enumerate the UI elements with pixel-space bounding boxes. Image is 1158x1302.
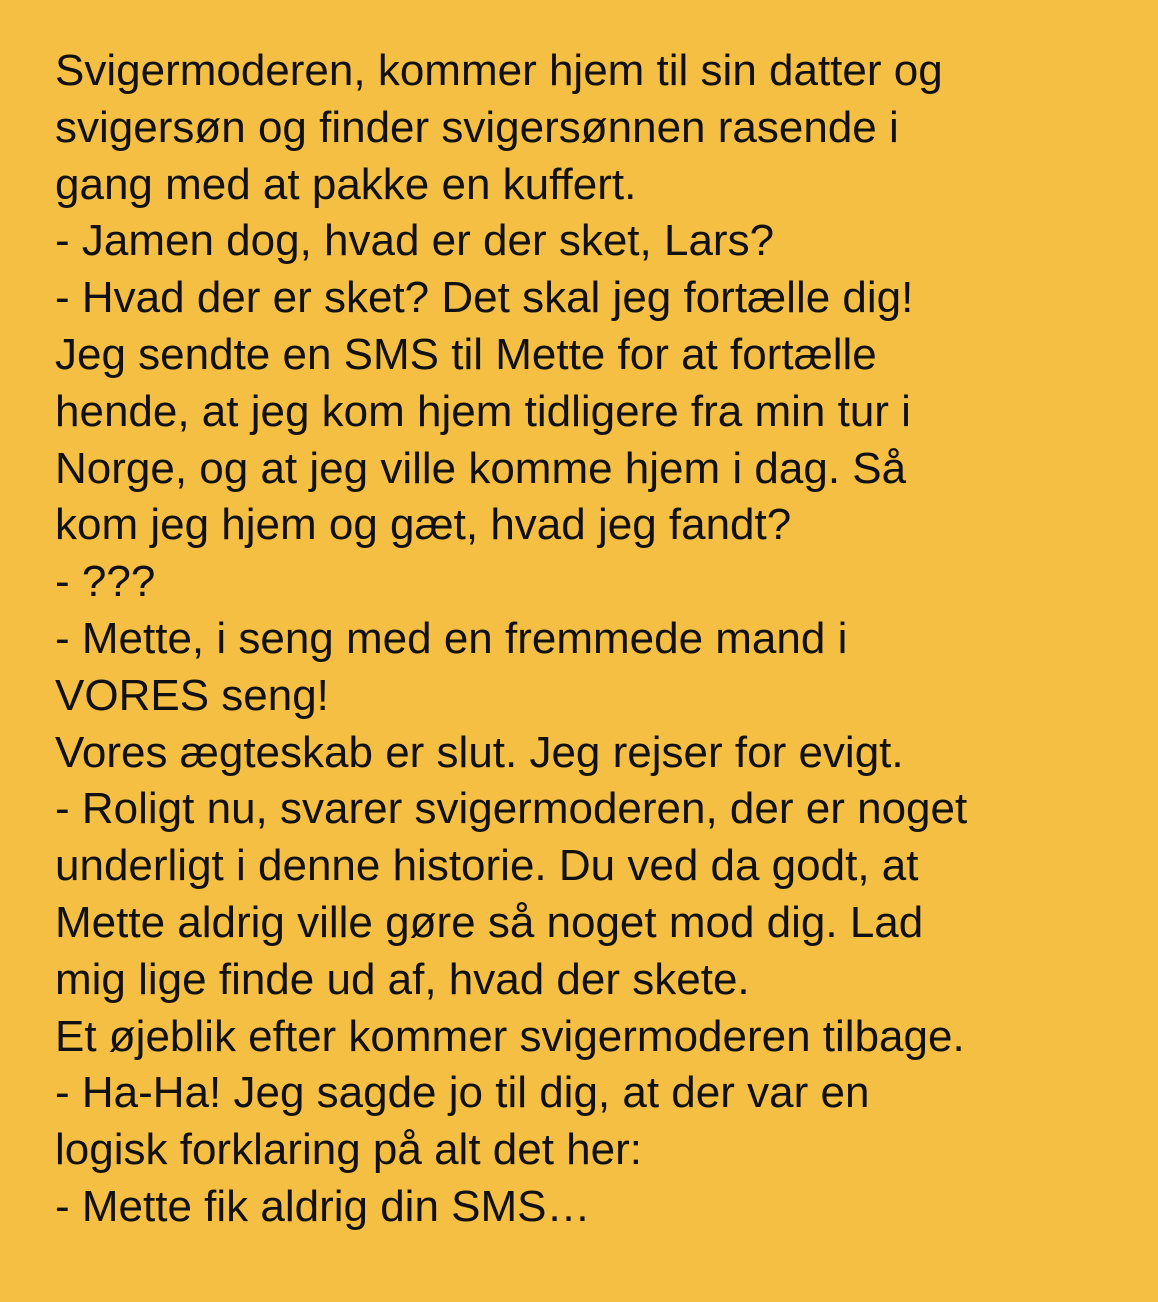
text-line-1: Svigermoderen, kommer hjem til sin datter og (55, 46, 943, 95)
text-line-7: hende, at jeg kom hjem tidligere fra min tur i (55, 386, 911, 436)
text-line-6: Jeg sendte en SMS til Mette for at fortælle (55, 329, 877, 379)
text-line-17: mig lige finde ud af, hvad der skete. (55, 954, 750, 1004)
text-line-19: - Ha-Ha! Jeg sagde jo til dig, at der var en (55, 1068, 870, 1118)
text-line-12: VORES seng! (55, 670, 329, 720)
text-line-5: - Hvad der er sket? Det skal jeg fortælle dig! (55, 273, 914, 323)
text-line-18: Et øjeblik efter kommer svigermoderen tilbage. (55, 1011, 965, 1061)
text-line-2: svigersøn og finder svigersønnen rasende i (55, 102, 899, 152)
text-line-21: - Mette fik aldrig din SMS… (55, 1181, 591, 1231)
text-line-8: Norge, og at jeg ville komme hjem i dag. Så (55, 443, 907, 493)
text-line-13: Vores ægteskab er slut. Jeg rejser for evigt. (55, 727, 904, 777)
text-line-10: - ??? (55, 557, 156, 607)
text-line-11: - Mette, i seng med en fremmede mand i (55, 613, 848, 663)
joke-text (55, 43, 1135, 1236)
text-line-9: kom jeg hjem og gæt, hvad jeg fandt? (55, 500, 792, 550)
text-line-16: Mette aldrig ville gøre så noget mod dig. Lad (55, 897, 924, 947)
text-line-15: underligt i denne historie. Du ved da godt, at (55, 841, 919, 891)
text-line-20: logisk forklaring på alt det her: (55, 1125, 642, 1175)
text-line-14: - Roligt nu, svarer svigermoderen, der er noget (55, 784, 968, 834)
text-line-4: - Jamen dog, hvad er der sket, Lars? (55, 216, 775, 266)
text-line-3: gang med at pakke en kuffert. (55, 159, 637, 209)
